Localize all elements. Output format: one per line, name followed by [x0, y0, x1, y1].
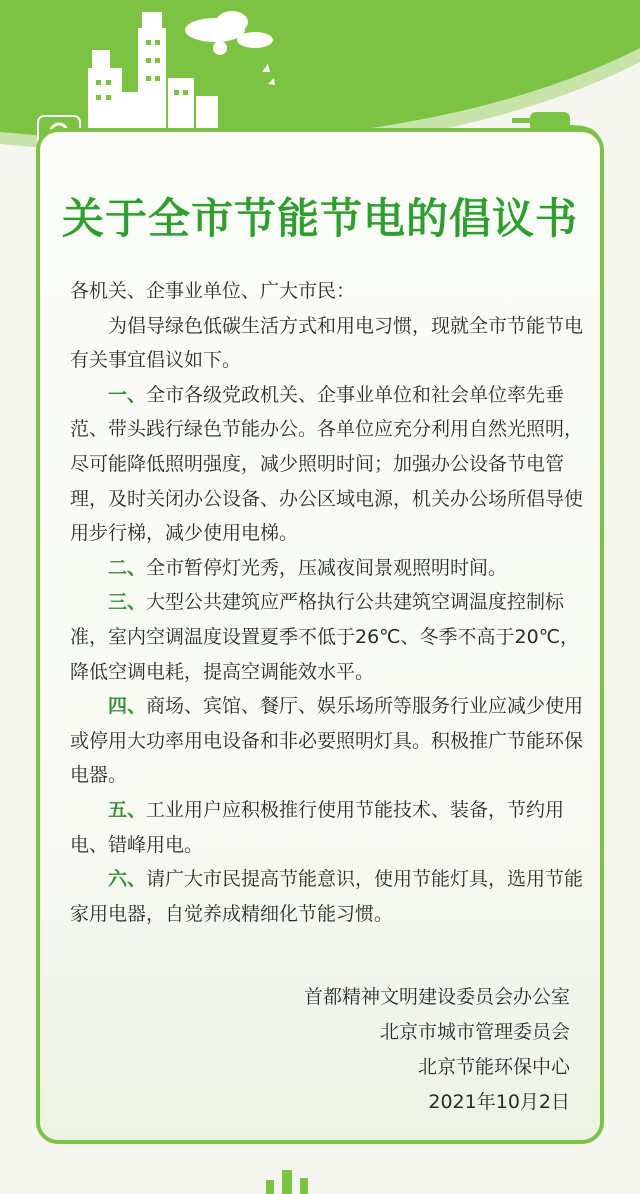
item-text: 全市暂停灯光秀，压减夜间景观照明时间。	[146, 556, 508, 579]
item-lead: 三、	[108, 591, 147, 614]
item-lead: 一、	[108, 383, 147, 406]
item-paragraph	[70, 585, 585, 689]
signatory: 北京市城市管理委员会	[379, 1021, 570, 1043]
item-text: 全市各级党政机关、企事业单位和社会单位率先垂范、带头践行绿色节能办公。各单位应充分利用自然光照明，尽可能降低照明强度，减少照明时间；加强办公设备节电管理，及时关闭办公设备、办公区域电源，机关办公场所倡导使用步行梯，减少使用电梯。	[70, 383, 584, 545]
item-lead: 二、	[108, 556, 147, 579]
signature-block	[304, 980, 570, 1120]
document-body	[70, 274, 585, 931]
item-text: 请广大市民提高节能意识，使用节能灯具，选用节能家用电器，自觉养成精细化节能习惯。	[70, 868, 584, 925]
plant-icon	[266, 1170, 308, 1194]
item-paragraph	[70, 793, 585, 862]
item-lead: 五、	[108, 798, 147, 821]
item-paragraph	[70, 551, 585, 586]
document-date: 2021年10月2日	[428, 1091, 570, 1113]
document-title: 关于全市节能节电的倡议书	[61, 194, 578, 243]
signatory: 北京节能环保中心	[417, 1056, 570, 1078]
sun-icon	[213, 41, 227, 55]
item-lead: 四、	[108, 695, 147, 718]
item-text: 商场、宾馆、餐厅、娱乐场所等服务行业应减少使用或停用大功率用电设备和非必要照明灯具。积极推广节能环保电器。	[70, 695, 584, 787]
item-lead: 六、	[108, 868, 147, 891]
salutation: 各机关、企事业单位、广大市民：	[70, 280, 356, 302]
item-paragraph	[70, 862, 585, 931]
signatory: 首都精神文明建设委员会办公室	[303, 986, 570, 1008]
item-paragraph	[70, 689, 585, 793]
intro-paragraph: 为倡导绿色低碳生活方式和用电习惯，现就全市节能节电有关事宜倡议如下。	[70, 314, 584, 372]
item-text: 大型公共建筑应严格执行公共建筑空调温度控制标准，室内空调温度设置夏季不低于26℃、冬季不高于20℃，降低空调电耗，提高空调能效水平。	[70, 591, 580, 683]
item-text: 工业用户应积极推行使用节能技术、装备，节约用电、错峰用电。	[70, 798, 565, 856]
item-paragraph	[70, 378, 585, 551]
